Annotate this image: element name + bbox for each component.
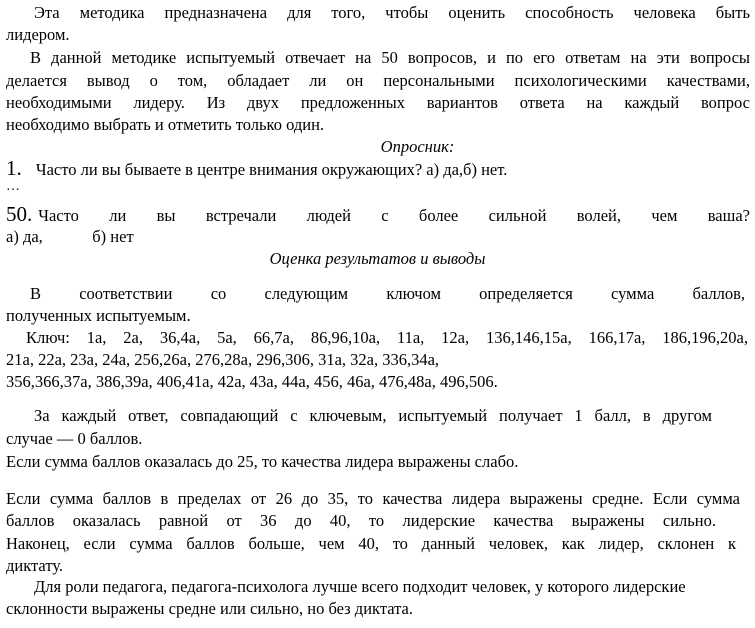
scoring-low: Если сумма баллов оказалась до 25, то качества лидера выражены слабо. xyxy=(6,452,519,471)
question-50 xyxy=(6,203,750,227)
intro-paragraph-2-line-4: необходимо выбрать и отметить только один. xyxy=(6,115,325,134)
scoring-mid-line-4: диктату. xyxy=(6,556,64,575)
intro-paragraph-2-line-1: В данной методике испытуемый отвечает на 50 вопросов, и по его ответам на эти вопросы xyxy=(30,48,750,67)
intro-paragraph-2-line-3: необходимыми лидеру. Из двух предложенных вариантов ответа на каждый вопрос xyxy=(6,93,750,112)
scoring-mid-line-3: Наконец, если сумма баллов больше, чем 40, то данный человек, как лидер, склонен к xyxy=(6,534,736,553)
scoring-mid-line-1: Если сумма баллов в пределах от 26 до 35, то качества лидера выражены средне. Если сумма xyxy=(6,489,740,508)
results-heading: Оценка результатов и выводы xyxy=(269,249,486,268)
questions-ellipsis: … xyxy=(6,179,20,194)
question-1-text: Часто ли вы бываете в центре внимания окружающих? а) да,б) нет. xyxy=(35,160,508,179)
question-1-number: 1. xyxy=(6,156,22,180)
key-line-1: Ключ: 1а, 2а, 36,4а, 5а, 66,7а, 86,96,10а, 11а, 12а, 136,146,15а, 166,17а, 186,196,20а, xyxy=(26,328,748,347)
question-50-text: Часто ли вы встречали людей с более сильной волей, чем ваша? xyxy=(38,206,750,225)
conclusion-line-1: Для роли педагога, педагога-психолога лучше всего подходит человек, у которого лидерские xyxy=(34,577,686,596)
scoring-line-1: За каждый ответ, совпадающий с ключевым, испытуемый получает 1 балл, в другом xyxy=(34,406,712,425)
results-line-1: В соответствии со следующим ключом определяется сумма баллов, xyxy=(30,284,745,303)
conclusion-line-2: склонности выражены средне или сильно, но без диктата. xyxy=(6,599,413,618)
intro-paragraph-2-line-2: делается вывод о том, обладает ли он персональными психологическими качествами, xyxy=(6,71,750,90)
questionnaire-heading: Опросник: xyxy=(380,137,455,156)
key-line-2: 21а, 22а, 23а, 24а, 256,26а, 276,28а, 296,306, 31а, 32а, 336,34а, xyxy=(6,350,440,369)
question-50-number: 50. xyxy=(6,202,33,226)
intro-paragraph-1-line-1: Эта методика предназначена для того, чтобы оценить способность человека быть xyxy=(34,3,750,22)
scoring-line-2: случае — 0 баллов. xyxy=(6,429,143,448)
key-line-3: 356,366,37а, 386,39а, 406,41а, 42а, 43а, 44а, 456, 46а, 476,48а, 496,506. xyxy=(6,372,498,391)
question-50-options: а) да, б) нет xyxy=(6,227,134,246)
results-line-2: полученных испытуемым. xyxy=(6,306,191,325)
scoring-mid-line-2: баллов оказалась равной от 36 до 40, то лидерские качества выражены сильно. xyxy=(6,511,716,530)
intro-paragraph-1-line-2: лидером. xyxy=(6,25,70,44)
